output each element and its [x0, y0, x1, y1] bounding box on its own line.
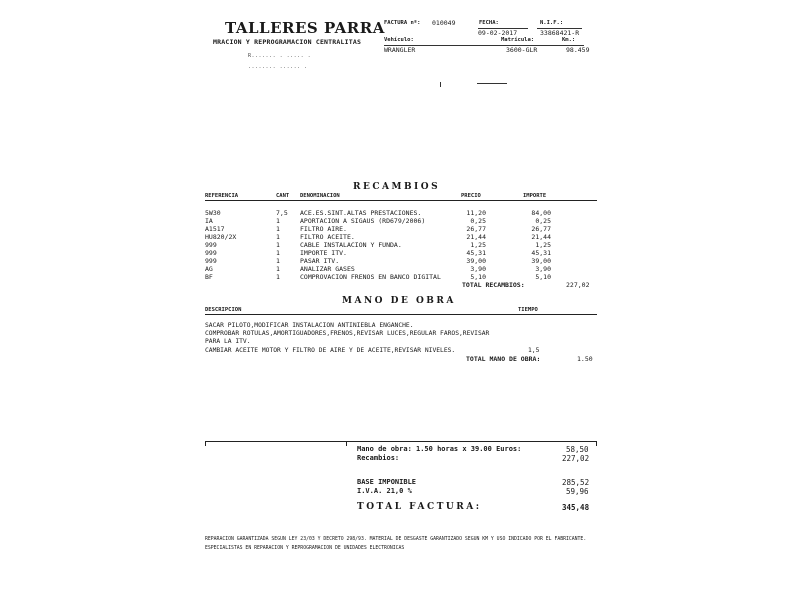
rule-tick-mid: [346, 441, 347, 446]
total-mano-obra-label: TOTAL MANO DE OBRA:: [466, 355, 541, 363]
row-denominacion: COMPROVACION FRENOS EN BANCO DIGITAL: [300, 273, 441, 281]
company-name: TALLERES PARRA: [225, 19, 385, 37]
col-tiempo: TIEMPO: [518, 307, 538, 313]
row-referencia: HU820/2X: [205, 233, 237, 241]
row-cant: 1: [276, 225, 280, 233]
fecha-value: 09-02-2017: [478, 29, 518, 37]
row-cant: 7,5: [276, 209, 288, 217]
row-cant: 1: [276, 257, 280, 265]
matricula-label: Matrícula:: [501, 37, 535, 43]
labor-line: CAMBIAR ACEITE MOTOR Y FILTRO DE AIRE Y DE ACEITE,REVISAR NIVELES.: [205, 347, 456, 354]
row-precio: 3,90: [470, 265, 486, 273]
labor-line: COMPROBAR ROTULAS,AMORTIGUADORES,FRENOS,REVISAR LUCES,REGULAR FAROS,REVISAR: [205, 330, 490, 337]
row-denominacion: PASAR ITV.: [300, 257, 340, 265]
col-referencia: REFERENCIA: [205, 193, 239, 199]
fecha-label: FECHA:: [479, 20, 499, 26]
row-denominacion: IMPORTE ITV.: [300, 249, 347, 257]
row-precio: 39,00: [466, 257, 486, 265]
km-value: 98.459: [566, 46, 590, 54]
col-cant: CANT: [276, 193, 290, 199]
summary-top-rule: [205, 441, 597, 442]
factura-label: FACTURA nº:: [384, 20, 421, 26]
row-cant: 1: [276, 217, 280, 225]
mano-obra-header-rule: [205, 314, 597, 315]
row-denominacion: CABLE INSTALACION Y FUNDA.: [300, 241, 402, 249]
summary-recambios-label: Recambios:: [357, 454, 400, 462]
row-importe: 3,90: [535, 265, 551, 273]
iva-label: I.V.A. 21,0 %: [357, 487, 412, 495]
row-denominacion: FILTRO ACEITE.: [300, 233, 355, 241]
row-referencia: 999: [205, 241, 217, 249]
row-referencia: 999: [205, 249, 217, 257]
total-mano-obra-value: 1.50: [577, 355, 593, 363]
row-cant: 1: [276, 233, 280, 241]
row-denominacion: FILTRO AIRE.: [300, 225, 347, 233]
customer-address-line1: R....... . ..... .: [248, 53, 312, 59]
base-imponible-value: 285,52: [562, 478, 590, 487]
total-factura-value: 345,48: [562, 503, 590, 512]
row-referencia: AG: [205, 265, 213, 273]
summary-mano-obra-label: Mano de obra: 1.50 horas x 39.00 Euros:: [357, 445, 522, 453]
row-importe: 1,25: [535, 241, 551, 249]
col-importe: IMPORTE: [523, 193, 547, 199]
row-precio: 1,25: [470, 241, 486, 249]
row-denominacion: ANALIZAR GASES: [300, 265, 355, 273]
row-cant: 1: [276, 265, 280, 273]
vehiculo-value: WRANGLER: [384, 46, 416, 54]
row-importe: 39,00: [531, 257, 551, 265]
factura-number: 010049: [432, 19, 456, 27]
row-referencia: 999: [205, 257, 217, 265]
footer-guarantee: REPARACION GARANTIZADA SEGUN LEY 23/03 Y DECRETO 298/93. MATERIAL DE DESGASTE GARANTIZADO SEGUN KM Y USO INDICADO POR EL FABRICANTE.: [205, 537, 587, 542]
row-referencia: BF: [205, 273, 213, 281]
row-precio: 26,77: [466, 225, 486, 233]
row-precio: 0,25: [470, 217, 486, 225]
row-importe: 84,00: [531, 209, 551, 217]
row-referencia: A1517: [205, 225, 225, 233]
footer-specialists: ESPECIALISTAS EN REPARACION Y REPROGRAMACION DE UNIDADES ELECTRONICAS: [205, 546, 405, 551]
row-precio: 5,10: [470, 273, 486, 281]
labor-line: SACAR PILOTO,MODIFICAR INSTALACION ANTINIEBLA ENGANCHE.: [205, 322, 414, 329]
row-referencia: 5W30: [205, 209, 221, 217]
row-denominacion: ACE.ES.SINT.ALTAS PRESTACIONES.: [300, 209, 422, 217]
rule-tick-right: [596, 441, 597, 446]
customer-address-line2: ........ ...... .: [248, 64, 308, 70]
row-importe: 0,25: [535, 217, 551, 225]
row-cant: 1: [276, 249, 280, 257]
row-precio: 45,31: [466, 249, 486, 257]
iva-value: 59,96: [566, 487, 589, 496]
total-recambios-value: 227,02: [566, 281, 590, 289]
recambios-title: RECAMBIOS: [353, 182, 441, 192]
row-importe: 21,44: [531, 233, 551, 241]
row-importe: 45,31: [531, 249, 551, 257]
rule-tick-left: [205, 441, 206, 446]
matricula-value: 3600-GLR: [506, 46, 538, 54]
row-denominacion: APORTACION A SIGAUS (RD679/2006): [300, 217, 426, 225]
row-precio: 21,44: [466, 233, 486, 241]
row-referencia: IA: [205, 217, 213, 225]
col-descripcion: DESCRIPCION: [205, 307, 242, 313]
total-factura-label: TOTAL FACTURA:: [357, 502, 482, 512]
address-underline: [477, 83, 507, 84]
km-label: Km.:: [562, 37, 576, 43]
row-importe: 26,77: [531, 225, 551, 233]
summary-mano-obra-value: 58,50: [566, 445, 589, 454]
summary-recambios-value: 227,02: [562, 454, 590, 463]
row-cant: 1: [276, 241, 280, 249]
labor-line: PARA LA ITV.: [205, 338, 251, 345]
row-importe: 5,10: [535, 273, 551, 281]
row-precio: 11,20: [466, 209, 486, 217]
vehiculo-label: Vehículo:: [384, 37, 414, 43]
total-recambios-label: TOTAL RECAMBIOS:: [462, 281, 525, 289]
recambios-header-rule: [205, 200, 597, 201]
labor-line-time: 1,5: [528, 347, 540, 354]
row-cant: 1: [276, 273, 280, 281]
col-denominacion: DENOMINACION: [300, 193, 340, 199]
margin-tick: [440, 82, 441, 87]
col-precio: PRECIO: [461, 193, 481, 199]
company-subtitle: MRACION Y REPROGRAMACION CENTRALITAS: [213, 38, 362, 46]
nif-label: N.I.F.:: [540, 20, 564, 26]
nif-value: 33868421-R: [540, 29, 580, 37]
base-imponible-label: BASE IMPONIBLE: [357, 478, 417, 486]
mano-obra-title: MANO DE OBRA: [342, 296, 456, 306]
